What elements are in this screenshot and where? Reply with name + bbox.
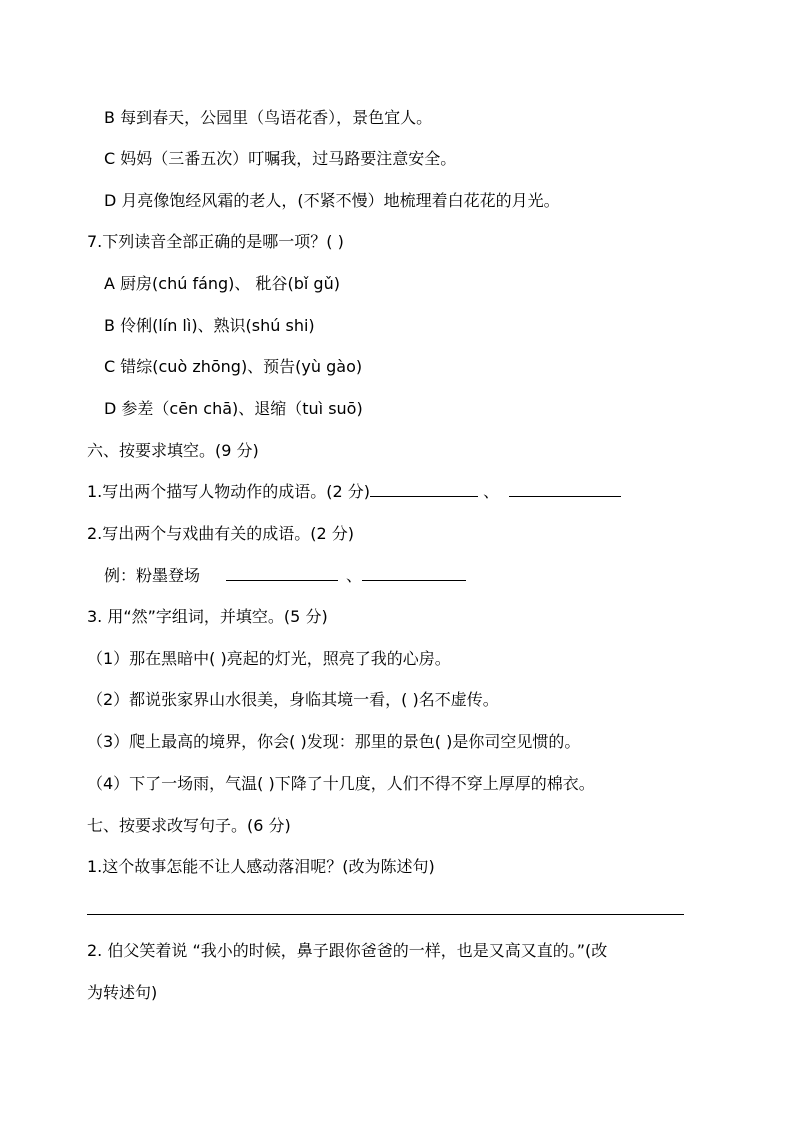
s6-q3-4: （4）下了一场雨，气温( )下降了十几度，人们不得不穿上厚厚的棉衣。 [87,774,595,793]
q6-option-d: D 月亮像饱经风霜的老人，(不紧不慢）地梳理着白花花的月光。 [104,191,560,210]
s6-q2-example: 例：粉墨登场 [104,566,201,585]
section-7-title: 七、按要求改写句子。(6 分) [87,816,291,835]
q7-question: 7.下列读音全部正确的是哪一项？( ) [87,232,344,251]
section-6-title: 六、按要求填空。(9 分) [87,441,259,460]
s6-q3-3: （3）爬上最高的境界，你会( )发现：那里的景色( )是你司空见惯的。 [87,732,581,751]
s6-q1-separator: 、 [478,482,500,501]
s6-q1-blank-1[interactable] [370,482,478,497]
s6-q2: 2.写出两个与戏曲有关的成语。(2 分) [87,524,355,543]
s6-q2-blank-2[interactable] [362,566,466,581]
s6-q3-2: （2）都说张家界山水很美，身临其境一看，( )名不虚传。 [87,690,499,709]
s7-q1: 1.这个故事怎能不让人感动落泪呢？(改为陈述句) [87,857,435,876]
s7-q2-line2: 为转述句) [87,983,158,1002]
s6-q1-blank-2[interactable] [509,482,621,497]
s6-q2-example-row [104,565,466,587]
q6-option-b: B 每到春天，公园里（鸟语花香），景色宜人。 [104,108,433,127]
q7-option-b: B 伶俐(lín lì)、熟识(shú shi) [104,316,315,335]
q6-option-c: C 妈妈（三番五次）叮嘱我，过马路要注意安全。 [104,149,457,168]
s6-q3-1: （1）那在黑暗中( )亮起的灯光，照亮了我的心房。 [87,649,451,668]
q7-option-c: C 错综(cuò zhōng)、预告(yù gào) [104,357,363,376]
s6-q1-text: 1.写出两个描写人物动作的成语。(2 分) [87,482,371,501]
s6-q2-separator: 、 [346,566,363,585]
s6-q1 [87,481,621,503]
s6-q3: 3. 用“然”字组词，并填空。(5 分) [87,607,328,626]
s7-q2-line1: 2. 伯父笑着说 “我小的时候，鼻子跟你爸爸的一样，也是又高又直的。”(改 [87,941,608,960]
s7-q1-answer-line[interactable] [87,914,684,915]
q7-option-d: D 参差（cēn chā)、退缩（tuì suō) [104,399,363,418]
s6-q2-blank-1[interactable] [226,566,338,581]
q7-option-a: A 厨房(chú fáng)、 秕谷(bǐ gǔ) [104,274,340,293]
